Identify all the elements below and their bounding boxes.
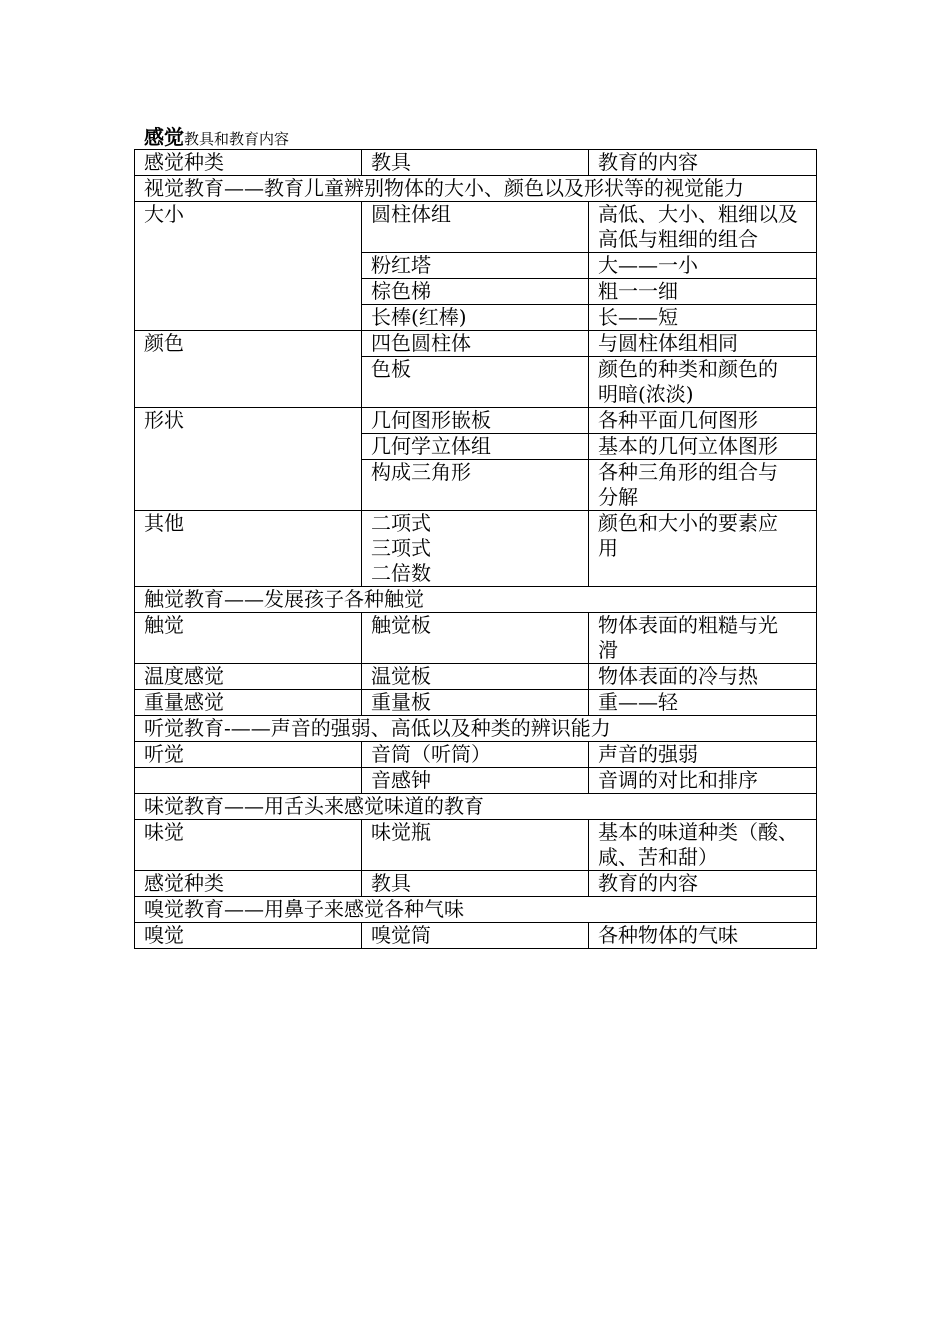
table-row — [135, 202, 817, 253]
repeat-header-row — [135, 871, 817, 897]
category-cell: 触觉 — [135, 613, 362, 664]
header-category: 感觉种类 — [135, 871, 362, 897]
content-cell: 基本的几何立体图形 — [589, 434, 817, 460]
title-main: 感觉 — [144, 125, 184, 149]
content-line: 基本的味道种类（酸、 — [598, 820, 798, 844]
tool-cell: 几何学立体组 — [362, 434, 589, 460]
content-line: 咸、苦和甜） — [598, 845, 718, 869]
content-cell: 大——一小 — [589, 253, 817, 279]
tool-cell — [362, 511, 589, 587]
header-tool: 教具 — [362, 150, 589, 176]
tool-line: 二倍数 — [371, 561, 431, 585]
table-row — [135, 820, 817, 871]
shape-category: 形状 — [135, 408, 362, 511]
table-row — [135, 511, 817, 587]
tool-cell: 味觉瓶 — [362, 820, 589, 871]
title-sub: 教具和教育内容 — [184, 130, 290, 148]
content-line: 各种三角形的组合与 — [598, 460, 778, 484]
table-row — [135, 331, 817, 357]
table-row — [135, 664, 817, 690]
tool-cell: 长棒(红棒) — [362, 305, 589, 331]
content-cell — [589, 613, 817, 664]
tool-cell: 色板 — [362, 357, 589, 408]
tool-cell: 四色圆柱体 — [362, 331, 589, 357]
content-cell: 粗一一细 — [589, 279, 817, 305]
tool-cell: 棕色梯 — [362, 279, 589, 305]
tool-cell: 构成三角形 — [362, 460, 589, 511]
header-tool: 教具 — [362, 871, 589, 897]
sensory-education-table — [134, 149, 817, 949]
content-cell: 物体表面的冷与热 — [589, 664, 817, 690]
tool-cell: 粉红塔 — [362, 253, 589, 279]
content-line: 高低、大小、粗细以及 — [598, 202, 798, 226]
smell-section-heading: 嗅觉教育——用鼻子来感觉各种气味 — [135, 897, 817, 923]
tool-cell: 音筒（听筒） — [362, 742, 589, 768]
tool-cell: 圆柱体组 — [362, 202, 589, 253]
color-category: 颜色 — [135, 331, 362, 408]
table-row — [135, 923, 817, 949]
content-line: 颜色的种类和颜色的 — [598, 357, 778, 381]
content-line: 明暗(浓淡) — [598, 382, 694, 406]
tool-cell: 温觉板 — [362, 664, 589, 690]
content-cell: 各种平面几何图形 — [589, 408, 817, 434]
content-cell: 长——短 — [589, 305, 817, 331]
header-content: 教育的内容 — [589, 871, 817, 897]
table-row — [135, 408, 817, 434]
section-heading-row — [135, 716, 817, 742]
tool-cell: 音感钟 — [362, 768, 589, 794]
content-line: 分解 — [598, 485, 638, 509]
content-cell: 与圆柱体组相同 — [589, 331, 817, 357]
document-title — [144, 124, 289, 152]
category-cell: 重量感觉 — [135, 690, 362, 716]
category-cell: 味觉 — [135, 820, 362, 871]
content-cell: 各种物体的气味 — [589, 923, 817, 949]
table-row — [135, 742, 817, 768]
content-line: 高低与粗细的组合 — [598, 227, 758, 251]
content-cell — [589, 820, 817, 871]
content-cell: 声音的强弱 — [589, 742, 817, 768]
tool-cell: 触觉板 — [362, 613, 589, 664]
content-line: 滑 — [598, 638, 618, 662]
section-heading-row — [135, 176, 817, 202]
table-row — [135, 768, 817, 794]
visual-section-heading: 视觉教育——教育儿童辨别物体的大小、颜色以及形状等的视觉能力 — [135, 176, 817, 202]
content-line: 物体表面的粗糙与光 — [598, 613, 778, 637]
size-category: 大小 — [135, 202, 362, 331]
other-category: 其他 — [135, 511, 362, 587]
taste-section-heading: 味觉教育——用舌头来感觉味道的教育 — [135, 794, 817, 820]
category-cell: 嗅觉 — [135, 923, 362, 949]
tool-line: 二项式 — [371, 511, 431, 535]
content-cell: 重——轻 — [589, 690, 817, 716]
header-category: 感觉种类 — [135, 150, 362, 176]
table-row — [135, 613, 817, 664]
content-cell: 音调的对比和排序 — [589, 768, 817, 794]
header-content: 教育的内容 — [589, 150, 817, 176]
content-cell — [589, 357, 817, 408]
tool-line: 三项式 — [371, 536, 431, 560]
section-heading-row — [135, 897, 817, 923]
table-row — [135, 690, 817, 716]
category-cell: 温度感觉 — [135, 664, 362, 690]
tool-cell: 重量板 — [362, 690, 589, 716]
auditory-section-heading: 听觉教育-——声音的强弱、高低以及种类的辨识能力 — [135, 716, 817, 742]
tool-cell: 嗅觉筒 — [362, 923, 589, 949]
content-cell — [589, 460, 817, 511]
content-cell — [589, 202, 817, 253]
category-cell — [135, 768, 362, 794]
category-cell: 听觉 — [135, 742, 362, 768]
content-cell — [589, 511, 817, 587]
section-heading-row — [135, 794, 817, 820]
tool-cell: 几何图形嵌板 — [362, 408, 589, 434]
tactile-section-heading: 触觉教育——发展孩子各种触觉 — [135, 587, 817, 613]
section-heading-row — [135, 587, 817, 613]
content-line: 用 — [598, 536, 618, 560]
table-header-row — [135, 150, 817, 176]
content-line: 颜色和大小的要素应 — [598, 511, 778, 535]
